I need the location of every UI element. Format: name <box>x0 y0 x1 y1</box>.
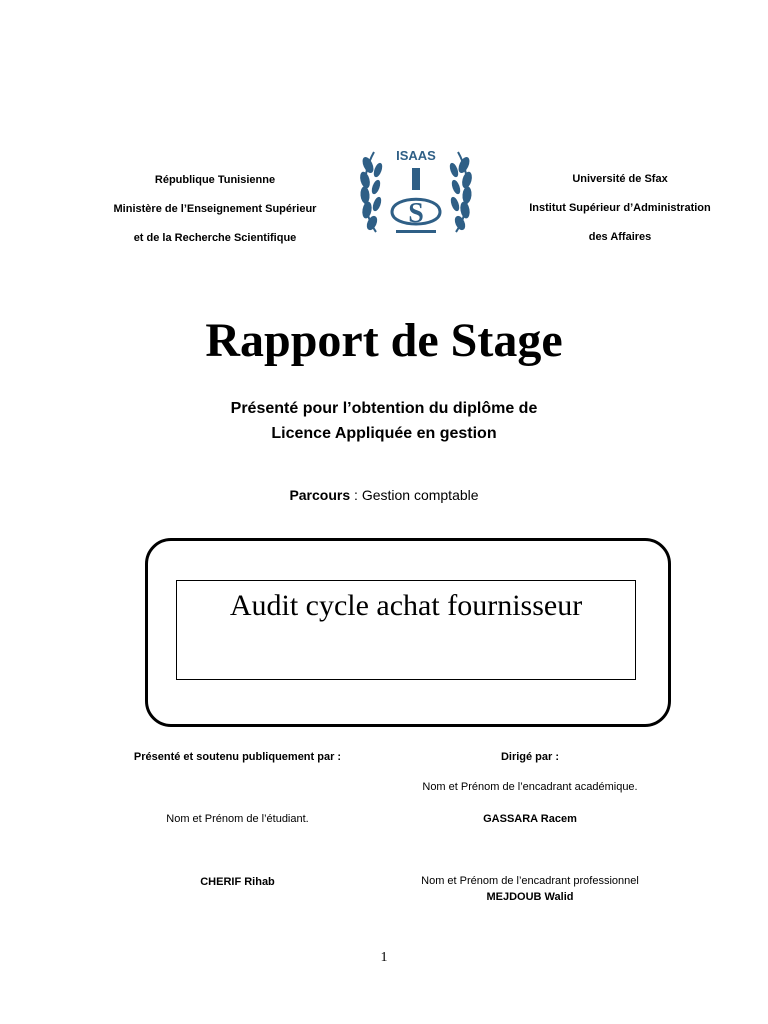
professional-supervisor-name: MEJDOUB Walid <box>486 891 574 903</box>
header-research: et de la Recherche Scientifique <box>133 232 297 244</box>
header-university: Université de Sfax <box>572 173 668 185</box>
page-number: 1 <box>380 950 388 965</box>
academic-supervisor-label: Nom et Prénom de l’encadrant académique. <box>422 781 638 793</box>
topic-box <box>176 580 636 680</box>
header-republic: République Tunisienne <box>154 174 276 186</box>
parcours-value: Gestion comptable <box>361 487 479 503</box>
parcours-separator: : <box>350 487 362 503</box>
report-title: Rapport de Stage <box>205 314 563 367</box>
logo-text: ISAAS <box>396 148 436 163</box>
subtitle-line-1: Présenté pour l’obtention du diplôme de <box>230 400 538 417</box>
professional-supervisor-label: Nom et Prénom de l’encadrant professionnel <box>421 875 639 887</box>
parcours-line <box>0 487 768 503</box>
header-affairs: des Affaires <box>588 231 652 243</box>
parcours-label: Parcours <box>289 487 351 503</box>
directed-label: Dirigé par : <box>500 751 560 763</box>
topic-title: Audit cycle achat fournisseur <box>229 589 583 622</box>
isaas-logo <box>356 140 476 240</box>
header-ministry: Ministère de l’Enseignement Supérieur <box>113 203 317 215</box>
academic-supervisor-name: GASSARA Racem <box>483 813 577 825</box>
subtitle-line-2: Licence Appliquée en gestion <box>271 425 497 442</box>
student-label: Nom et Prénom de l’étudiant. <box>166 813 309 825</box>
header-institute: Institut Supérieur d’Administration <box>529 202 711 214</box>
student-name: CHERIF Rihab <box>200 876 275 888</box>
presented-label: Présenté et soutenu publiquement par : <box>133 751 342 763</box>
isaas-logo-svg <box>356 140 476 240</box>
logo-letter: S <box>408 198 424 229</box>
